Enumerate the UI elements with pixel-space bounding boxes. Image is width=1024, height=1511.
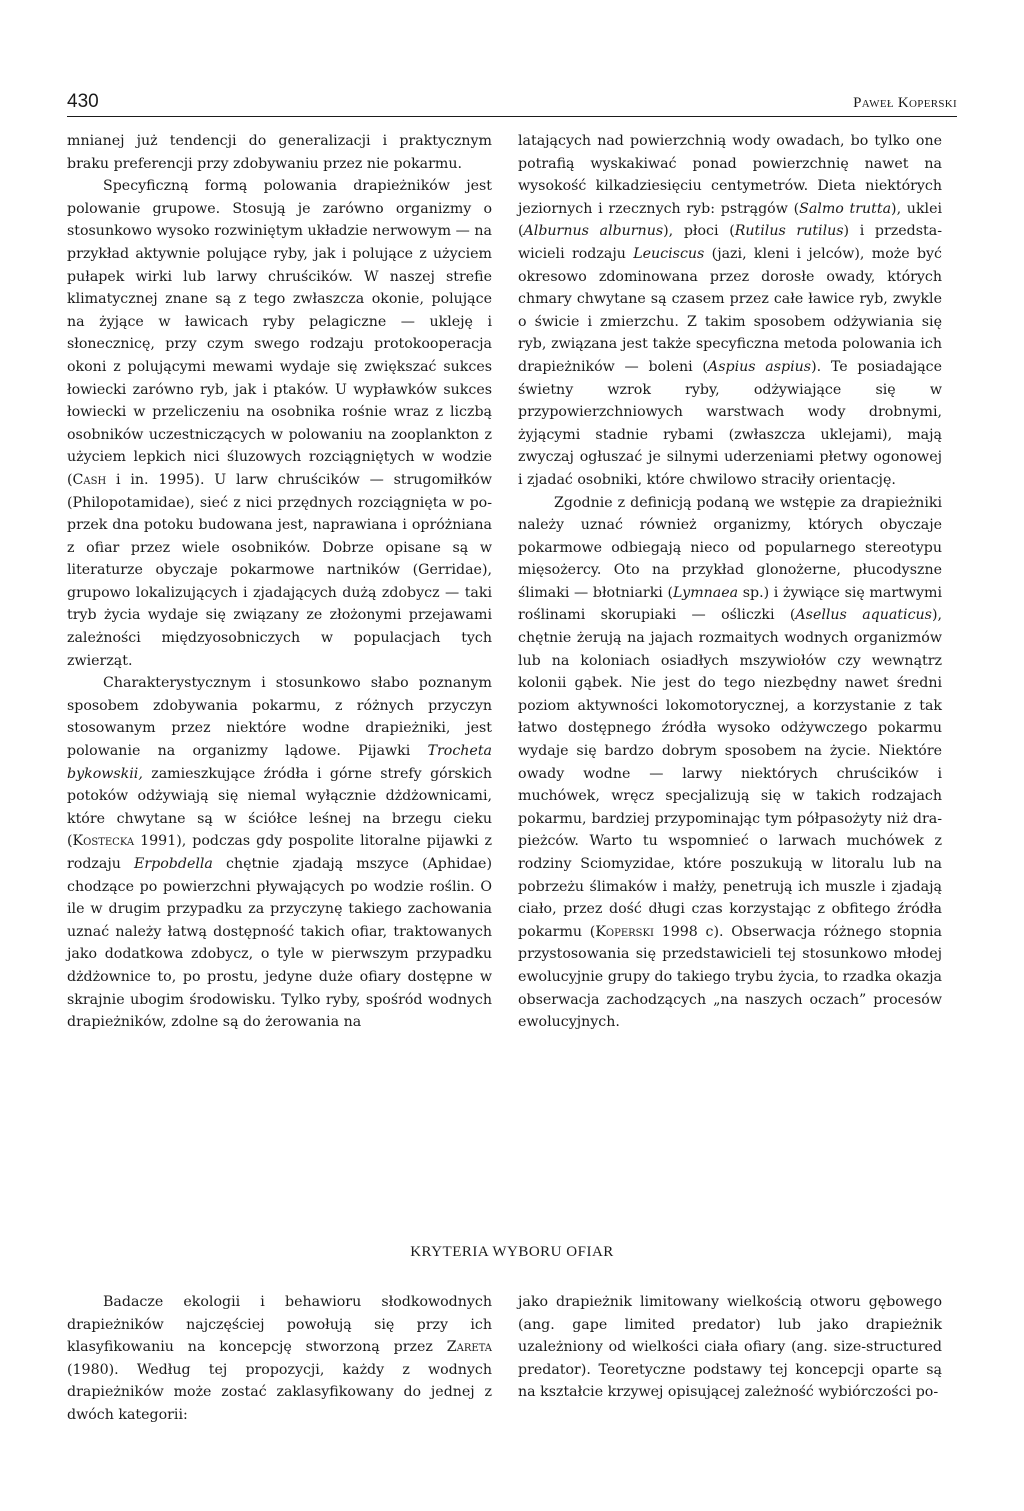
paragraph (518, 1291, 942, 1404)
running-header (67, 86, 957, 117)
text-run: latających nad powierzchnią wody owadach, bo tylko one potrafią wyskakiwać ponad powierzchnię nawet na wysokość kilkadziesięciu centymetrów. Dieta niektórych jeziornych i rzecznych ryb: pstrągów ( (518, 133, 942, 217)
citation-author: Zareta (446, 1339, 492, 1356)
text-run: ), uklei ( (518, 200, 943, 240)
species-name: Salmo trutta (799, 200, 892, 217)
text-run: Specyficzną formą polowania drapieżników jest polowanie grupowe. Stosują je zarówno organizmy o stosunkowo wysoko rozwiniętym układzie nerwowym — na przykład aktywnie polujące ryby, jak i polujące z użyciem pułapek wirki lub larwy chruścików. W naszej strefie klimatycznej znane są z tego zwłaszcza okonie, polujące na żyjące w ławicach ryby pelagiczne — ukleję i słonecznicę, przy czym swego rodzaju protokooperacja okoni z polującymi mewami wydaje się zwiększać sukces łowiecki zarówno ryb, jak i ptaków. U wypławków sukces łowiecki w przeliczeniu na osobnika rośnie wraz z liczbą osobników uczestniczących w polowaniu na zooplankton z użyciem lepkich nici śluzowych rozciągniętych w wodzie ( (67, 178, 492, 488)
citation-author: Cash (72, 471, 107, 488)
page-number: 430 (67, 91, 99, 112)
genus-name: Leuciscus (633, 245, 705, 262)
citation-author: Koperski (595, 923, 654, 940)
text-run: ) i przedstawicieli rodzaju (518, 223, 942, 262)
section-left-column (67, 1291, 492, 1427)
text-run: i in. 1995). U larw chruścików — strugomiłków (Philopotamidae), sieć z nici przędnych rozciągnięta w poprzek dna potoku budowana jest, naprawiana i opróżniana z ofiar przez wiele osobników. Dobrze opisane są w literaturze obyczaje pokarmowe nartników (Gerridae), grupowo lokalizujących i zjadających dużą zdobycz — taki tryb życia wydaje się związany ze złożonymi przejawami zależności międzyosobniczych w populacjach tych zwierząt. (67, 471, 492, 669)
text-run: sp.) i żywiące się martwymi roślinami skorupiaki — ośliczki ( (518, 584, 942, 624)
text-run: Charakterystycznym i stosunkowo słabo poznanym sposobem zdobywania pokarmu, z różnych przyczyn stosowanym przez niektóre wodne drapieżniki, jest polowanie na organizmy lądowe. Pijawki (67, 675, 492, 760)
citation-author: Kostecka (72, 833, 135, 850)
text-run: Badacze ekologii i behawioru słodkowodnych drapieżników najczęściej powołują się przy ich klasyfikowaniu na koncepcję stworzoną przez (67, 1294, 492, 1356)
species-name: Aspius aspius (707, 358, 812, 375)
text-run: (jazi, kleni i jelców), może być okresowo zdominowana przez dorosłe owady, których chmary chwytane są czasem przez całe ławice ryb, zwykle o świcie i zmierzchu. Z takim sposobem odżywiania się ryb, związana jest także specyficzna metoda polowania ich drapieżników — boleni ( (518, 245, 942, 375)
text-run: zamieszkujące źródła i górne strefy górskich potoków odżywiają się niemal wyłącznie dżdżownicami, które chwytane są w ściółce leśnej na brzegu cieku ( (67, 765, 492, 850)
paragraph (67, 1291, 492, 1427)
text-run: Zgodnie z definicją podaną we wstępie za drapieżniki należy uznać również organizmy, których obyczaje pokarmowe odbiegają nieco od popularnego stereotypu mięsożercy. Oto na przykład glonożerne, płucodyszne ślimaki — błotniarki ( (518, 494, 942, 601)
section-heading: KRYTERIA WYBORU OFIAR (410, 1244, 614, 1260)
text-run: ), płoci ( (663, 223, 735, 240)
text-run: (1980). Według tej propozycji, każdy z wodnych drapieżników może zostać zaklasyfikowany do jednej z dwóch kategorii: (67, 1361, 492, 1423)
text-run: jako drapieżnik limitowany wielkością otworu gębowego (ang. gape limited predator) lub jako drapieżnik uzależniony od wielkości ciała ofiary (ang. size-structured predator). Teoretyczne podstawy tej koncepcji oparte są na kształcie krzywej opisującej zależność wybiórczości po- (518, 1294, 942, 1401)
paragraph (67, 130, 492, 175)
species-name: Asellus aquaticus (795, 607, 932, 624)
paragraph (518, 130, 942, 492)
paragraph (518, 492, 942, 1034)
text-run: 1991), podczas gdy pospolite litoralne pijawki z rodzaju (67, 833, 492, 872)
section-right-column (518, 1291, 942, 1404)
paragraph (67, 672, 492, 1034)
text-run: chętnie zjadają mszyce (Aphidae) chodzące po powierzchni pływających po wodzie roślin. O ile w drugim przypadku za przyczynę takiego zachowania uznać należy łatwą dostępność takich ofiar, traktowanych jako dodatkowa zdobycz, o tyle w pierwszym przypadku dżdżownice to, po prostu, jedyne duże ofiary dostępne w skrajnie ubogim środowisku. Tylko ryby, spośród wodnych drapieżników, zdolne są do żerowania na (67, 856, 492, 1031)
text-run: 1998 c). Obserwacja różnego stopnia przystosowania się przedstawicieli tej stosunkowo młodej ewolucyjnie grupy do takiego trybu życia, to rzadka okazja obserwacja zachodzących „na naszych oczach” procesów ewolucyjnych. (518, 923, 942, 1031)
species-name: Alburnus alburnus (523, 223, 664, 240)
paragraph (67, 175, 492, 672)
text-run: ), chętnie żerują na jajach rozmaitych wodnych organizmów lub na koloniach osiadłych mszywiołów czy wewnątrz kolonii gąbek. Nie jest do tego niezbędny nawet średni poziom aktywności lokomotorycznej, a korzystanie z tak łatwo dostępnego źródła wysoko odżywczego pokarmu wydaje się bardzo dobrym sposobem na życie. Niektóre owady wodne — larwy niektórych chruścików i muchówek, wręcz specjalizują się w takich rodzajach pokarmu, bardziej przypominając tym półpasożyty niż drapieżców. Warto tu wspomnieć o larwach muchówek z rodziny Sciomyzidae, które poszukują w litoralu lub na pobrzeżu ślimaków i małży, penetrują ich muszle i zjadają ciało, przez dość długi czas korzystając z obfitego źródła pokarmu ( (518, 607, 942, 940)
text-run: mnianej już tendencji do generalizacji i praktycznym braku preferencji przy zdobywaniu przez nie pokarmu. (67, 133, 492, 172)
left-column (67, 130, 492, 1034)
species-name: Trocheta bykowskii, (67, 743, 492, 782)
right-column (518, 130, 942, 1034)
text-run: ). Te posiadające świetny wzrok ryby, odżywiające się w przypowierzchniowych warstwach wody drobnymi, żyjącymi stadnie rybami (zwłaszcza uklejami), mają zwyczaj ogłuszać je silnymi uderzeniami płetwy ogonowej i zjadać osobniki, które chwilowo straciły orientację. (518, 358, 942, 488)
genus-name: Lymnaea (673, 584, 739, 601)
species-name: Rutilus rutilus (734, 223, 844, 240)
genus-name: Erpobdella (134, 856, 213, 872)
running-head-author: Paweł Koperski (853, 95, 957, 111)
